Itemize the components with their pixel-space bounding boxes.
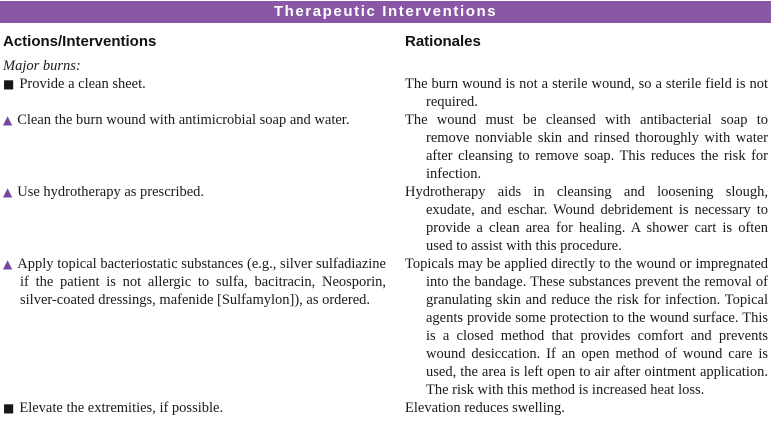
- table-row: [0, 255, 771, 399]
- table-row: [0, 183, 771, 255]
- table-row: [0, 75, 771, 111]
- square-bullet-icon: ■: [3, 401, 15, 415]
- action-text: Elevate the extremities, if possible.: [19, 400, 224, 416]
- column-header-rationales: Rationales: [405, 33, 481, 50]
- triangle-bullet-icon: ▲: [3, 185, 13, 199]
- rationale-cell: The burn wound is not a sterile wound, so a sterile field is not required.: [405, 76, 768, 110]
- action-text: Clean the burn wound with antimicrobial soap and water.: [17, 112, 350, 128]
- section-label: Major burns:: [3, 58, 81, 74]
- rationale-cell: The wound must be cleansed with antibacterial soap to remove nonviable skin and rinsed thoroughly with water after cleansing to remove soap. This reduces the risk for infection.: [405, 112, 768, 182]
- column-header-row: [0, 23, 771, 50]
- rationale-cell: Elevation reduces swelling.: [405, 400, 565, 416]
- table-body: [0, 57, 771, 417]
- action-text: Use hydrotherapy as prescribed.: [17, 184, 205, 200]
- action-text: Apply topical bacteriostatic substances (e.g., silver sulfadiazine if the patient is not allergic to sulfa, bacitracin, Neosporin, silver-coated dressings, mafenide [Sulfamylon]), as ordered.: [17, 256, 386, 308]
- column-header-actions: Actions/Interventions: [3, 33, 157, 50]
- table-row: [0, 399, 771, 417]
- square-bullet-icon: ■: [3, 77, 15, 91]
- table-row: [0, 111, 771, 183]
- triangle-bullet-icon: ▲: [3, 257, 13, 271]
- table-title-bar: Therapeutic Interventions: [0, 1, 771, 23]
- rationale-cell: Topicals may be applied directly to the wound or impregnated into the bandage. These substances prevent the removal of granulating skin and reduce the risk for infection. Topical agents provide some protection to the wound surface. This is a closed method that provides comfort and prevents wound desiccation. If an open method of wound care is used, the area is left open to air after ointment application. The risk with this method is increased heat loss.: [405, 256, 768, 398]
- section-row: [0, 57, 771, 75]
- action-cell: [0, 399, 398, 417]
- action-text: Provide a clean sheet.: [19, 76, 146, 92]
- action-cell: [0, 183, 398, 201]
- triangle-bullet-icon: ▲: [3, 113, 13, 127]
- action-cell: [0, 111, 398, 129]
- rationale-cell: Hydrotherapy aids in cleansing and loosening slough, exudate, and eschar. Wound debridement is necessary to provide a clean area for healing. A shower cart is often used to assist with this procedure.: [405, 184, 768, 254]
- action-cell: [0, 75, 398, 93]
- action-cell: [0, 255, 398, 309]
